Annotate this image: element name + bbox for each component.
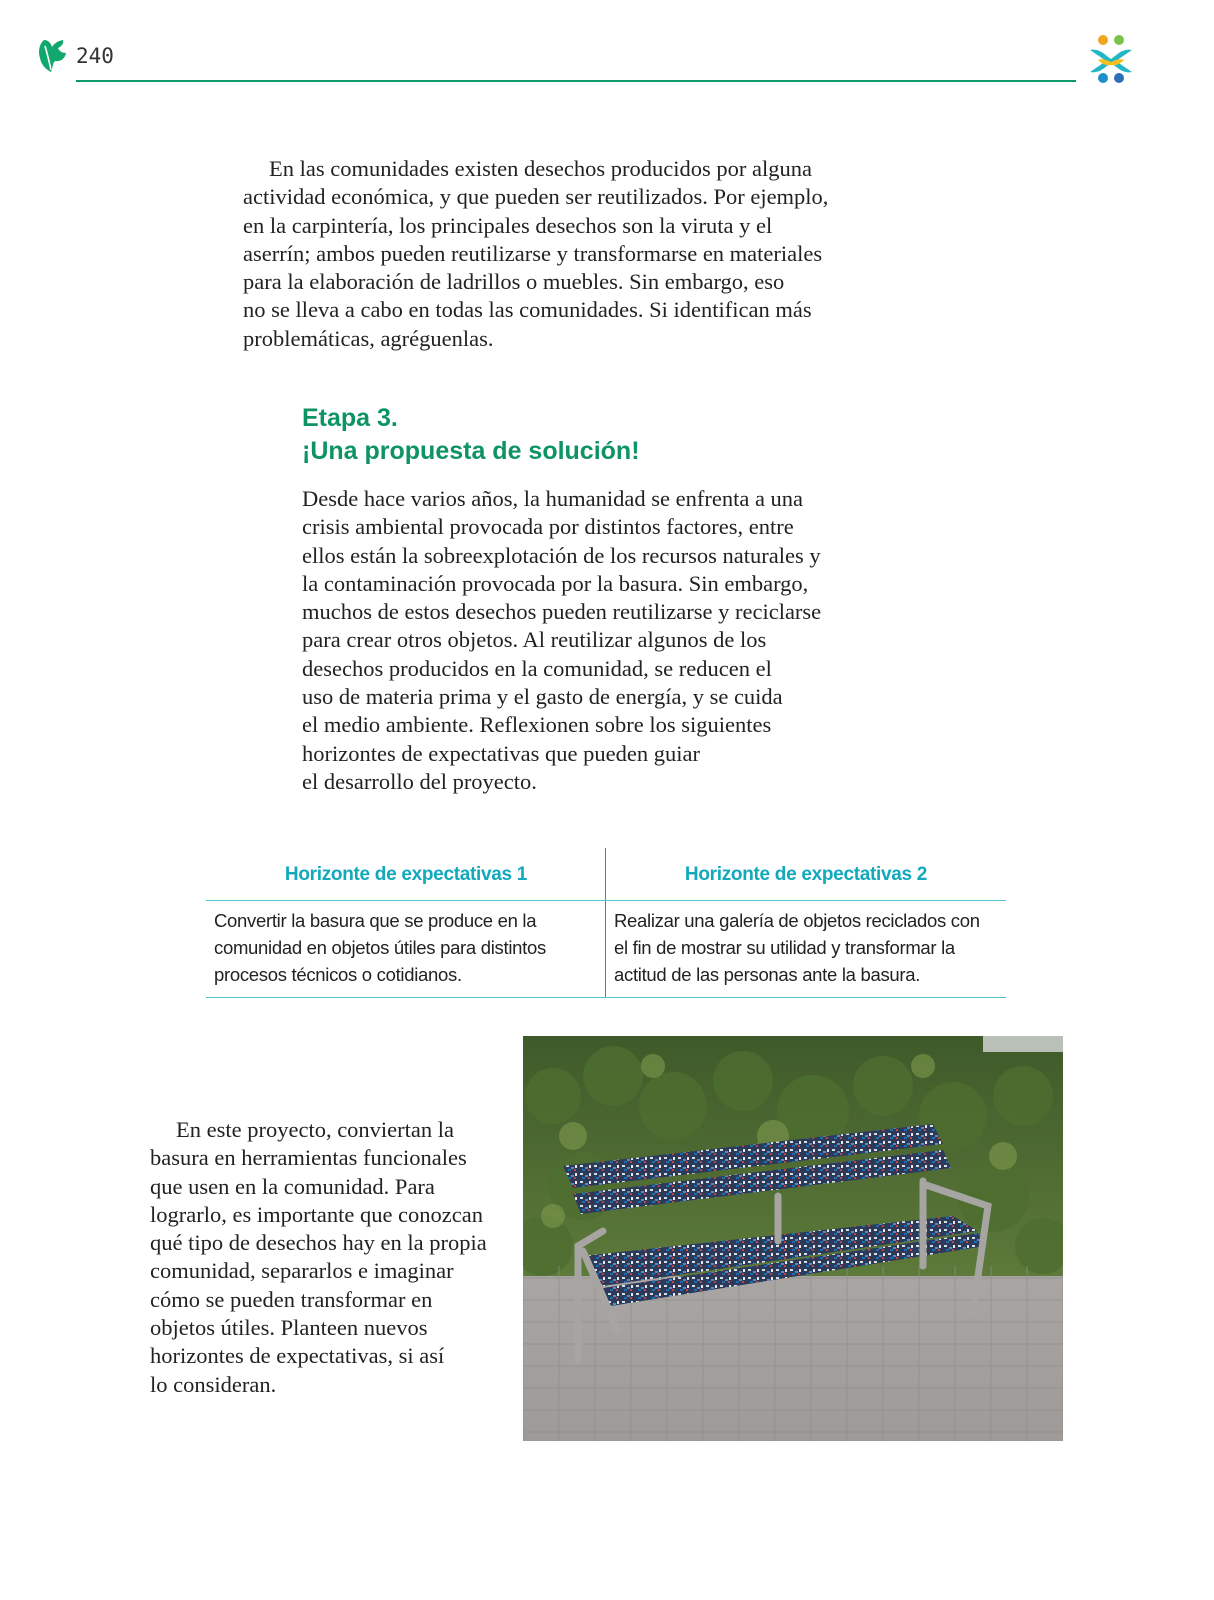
text-line: qué tipo de desechos hay en la propia: [150, 1230, 487, 1256]
text-line: comunidad, separarlos e imaginar: [150, 1258, 454, 1284]
text-line: actividad económica, y que pueden ser reutilizados. Por ejemplo,: [243, 184, 829, 210]
stage-subtitle: ¡Una propuesta de solución!: [302, 437, 640, 465]
recycled-plastic-bench-photo: [523, 1036, 1063, 1441]
text-line: aserrín; ambos pueden reutilizarse y transformarse en materiales: [243, 240, 823, 266]
text-line: no se lleva a cabo en todas las comunidades. Si identifican más: [243, 297, 812, 323]
text-line: desechos producidos en la comunidad, se reducen el: [302, 655, 772, 681]
text-line: horizontes de expectativas, si así: [150, 1343, 445, 1369]
text-line: muchos de estos desechos pueden reutilizarse y reciclarse: [302, 599, 822, 625]
text-line: lo consideran.: [150, 1371, 277, 1397]
text-line: crisis ambiental provocada por distintos factores, entre: [302, 514, 794, 540]
text-line: para la elaboración de ladrillos o muebles. Sin embargo, eso: [243, 269, 785, 295]
horizon-column-2: [606, 848, 1006, 998]
text-line: basura en herramientas funcionales: [150, 1145, 467, 1171]
text-line: el desarrollo del proyecto.: [302, 768, 537, 794]
horizon-heading-2: Horizonte de expectativas 2: [684, 864, 928, 885]
stage-heading: [302, 402, 640, 468]
text-line: el medio ambiente. Reflexionen sobre los siguientes: [302, 712, 772, 738]
text-line: horizontes de expectativas que pueden guiar: [302, 740, 700, 766]
header-rule: [76, 80, 1076, 82]
horizon-text-1: [214, 907, 594, 988]
text-line: uso de materia prima y el gasto de energía, y se cuida: [302, 684, 783, 710]
closing-paragraph: [150, 1116, 510, 1399]
text-line: en la carpintería, los principales desechos son la viruta y el: [243, 212, 773, 238]
green-leaf-icon: [36, 38, 68, 74]
text-line: actitud de las personas ante la basura.: [614, 964, 921, 985]
text-line: objetos útiles. Planteen nuevos: [150, 1315, 428, 1341]
text-line: para crear otros objetos. Al reutilizar algunos de los: [302, 627, 767, 653]
text-line: cómo se pueden transformar en: [150, 1286, 433, 1312]
text-line: lograrlo, es importante que conozcan: [150, 1201, 483, 1227]
page-number: 240: [76, 44, 114, 68]
stage-title: Etapa 3.: [302, 404, 398, 432]
text-line: procesos técnicos o cotidianos.: [214, 964, 462, 985]
text-line: la contaminación provocada por la basura. Sin embargo,: [302, 570, 809, 596]
table-bottom-rule: [206, 997, 1006, 998]
table-header-rule: [206, 900, 1006, 901]
stage-paragraph: [302, 485, 862, 796]
text-line: ellos están la sobreexplotación de los recursos naturales y: [302, 542, 821, 568]
table-divider: [605, 848, 606, 998]
text-line: que usen en la comunidad. Para: [150, 1173, 435, 1199]
horizons-table: [206, 848, 1006, 998]
colorful-people-logo-icon: [1086, 34, 1136, 84]
text-line: En este proyecto, conviertan la: [176, 1117, 455, 1142]
text-line: Convertir la basura que se produce en la: [214, 910, 537, 931]
text-line: el fin de mostrar su utilidad y transformar la: [614, 937, 955, 958]
text-line: En las comunidades existen desechos producidos por alguna: [269, 156, 812, 181]
horizon-column-1: [206, 848, 606, 998]
page-header: [0, 0, 1214, 100]
text-line: comunidad en objetos útiles para distintos: [214, 937, 546, 958]
text-line: problemáticas, agréguenlas.: [243, 325, 494, 351]
text-line: Realizar una galería de objetos reciclados con: [614, 910, 980, 931]
text-line: Desde hace varios años, la humanidad se enfrenta a una: [302, 486, 804, 511]
horizon-text-2: [614, 907, 994, 988]
intro-paragraph: [243, 155, 863, 353]
horizon-heading-1: Horizonte de expectativas 1: [284, 864, 528, 885]
